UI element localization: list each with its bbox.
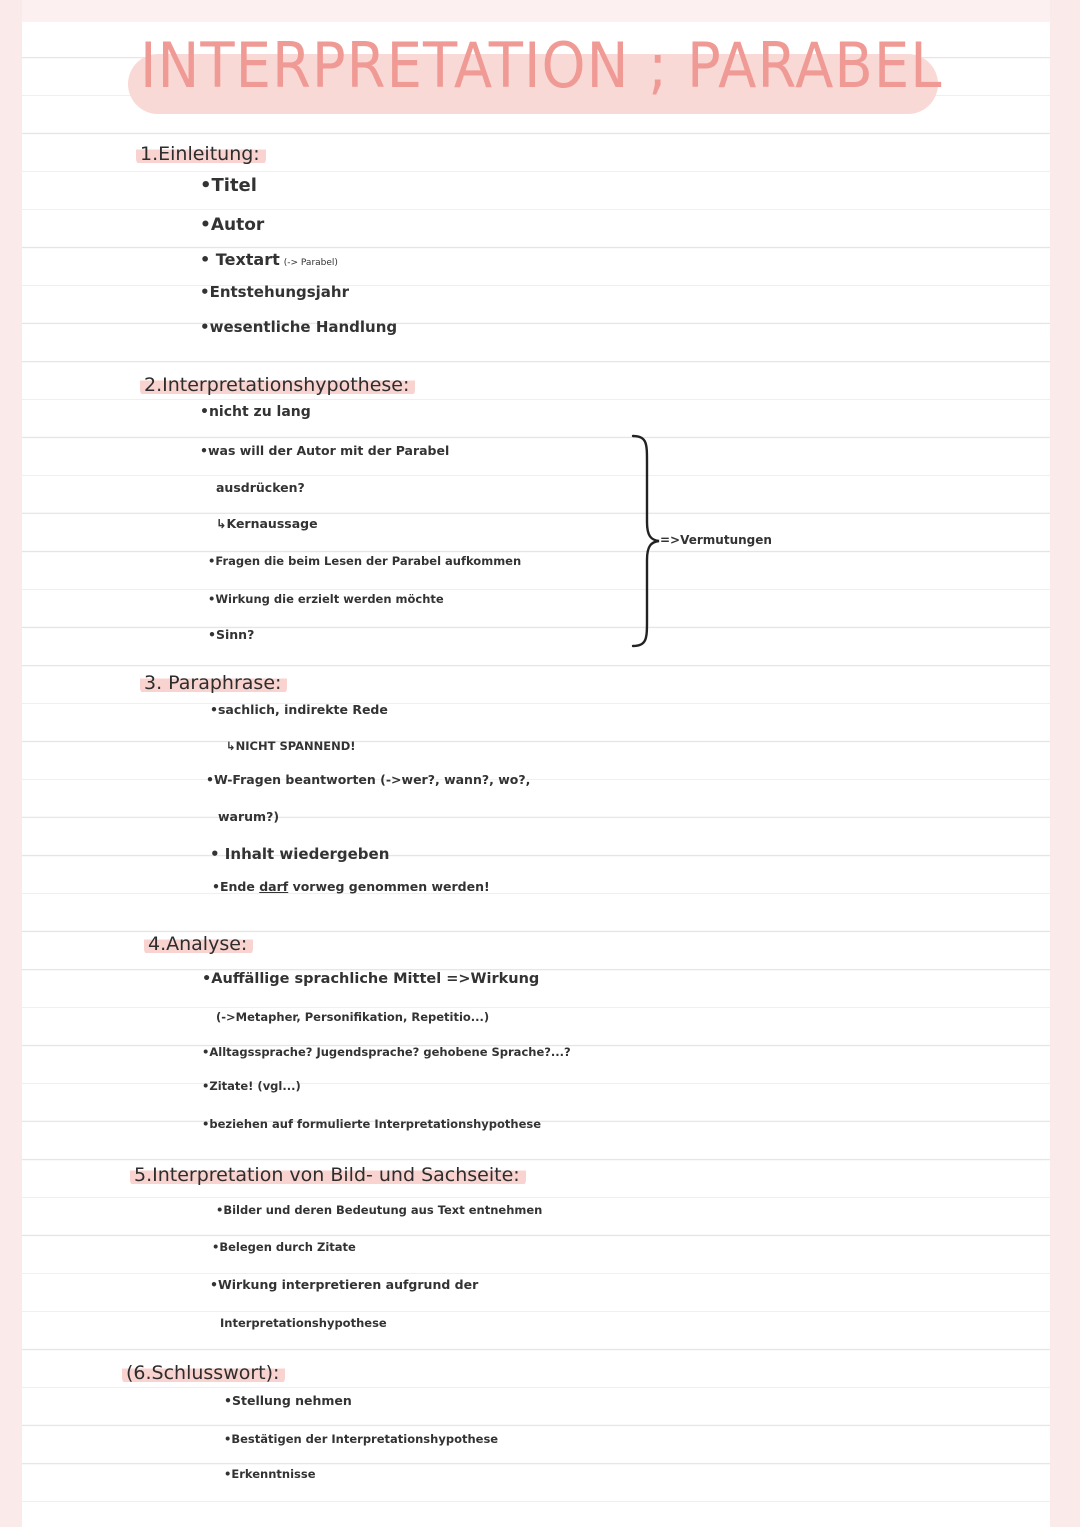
section-3-heading: 3. Paraphrase: — [140, 672, 287, 694]
s2-item-kernaussage: ↳Kernaussage — [216, 516, 318, 531]
s2-item-5: •Sinn? — [208, 627, 255, 642]
section-1-heading: 1.Einleitung: — [136, 143, 266, 165]
s1-item-titel: •Titel — [200, 175, 257, 196]
s5-item-3: •Wirkung interpretieren aufgrund der — [210, 1277, 479, 1292]
s4-item-2: •Alltagssprache? Jugendsprache? gehobene Sprache?...? — [202, 1045, 571, 1059]
s4-item-3: •Zitate! (vgl...) — [202, 1079, 301, 1093]
s1-item-textart: • Textart (-> Parabel) — [200, 250, 338, 269]
s3-item-2-cont: warum?) — [218, 809, 280, 824]
top-margin — [0, 0, 1080, 22]
left-margin — [0, 0, 22, 1527]
right-margin — [1050, 0, 1080, 1527]
s2-item-2-cont: ausdrücken? — [216, 480, 305, 495]
s4-item-1-note: (->Metapher, Personifikation, Repetitio...) — [216, 1010, 490, 1024]
s5-item-1: •Bilder und deren Bedeutung aus Text entnehmen — [216, 1203, 543, 1217]
s5-item-2: •Belegen durch Zitate — [212, 1240, 356, 1254]
s3-item-3: • Inhalt wiedergeben — [210, 845, 390, 863]
s5-item-3-cont: Interpretationshypothese — [220, 1316, 387, 1330]
s3-item-1: •sachlich, indirekte Rede — [210, 702, 388, 717]
s3-item-4: •Ende darf vorweg genommen werden! — [212, 879, 490, 894]
brace-label: =>Vermutungen — [660, 533, 772, 547]
page-title: INTERPRETATION ; PARABEL — [140, 30, 943, 103]
title-block — [128, 30, 943, 103]
s2-item-2: •was will der Autor mit der Parabel — [200, 443, 450, 458]
s6-item-1: •Stellung nehmen — [224, 1393, 352, 1408]
s4-item-1: •Auffällige sprachliche Mittel =>Wirkung — [202, 971, 540, 987]
s1-item-handlung: •wesentliche Handlung — [200, 318, 398, 336]
s3-item-nicht-spannend: ↳NICHT SPANNEND! — [226, 739, 356, 753]
underlined-word: darf — [259, 879, 289, 894]
s3-item-2: •W-Fragen beantworten (->wer?, wann?, wo?, — [206, 772, 531, 787]
curly-brace — [625, 432, 665, 650]
section-5-heading: 5.Interpretation von Bild- und Sachseite: — [130, 1164, 526, 1186]
section-2-heading: 2.Interpretationshypothese: — [140, 374, 415, 396]
section-4-heading: 4.Analyse: — [144, 933, 253, 955]
s2-item-3: •Fragen die beim Lesen der Parabel aufkommen — [208, 554, 522, 568]
s6-item-2: •Bestätigen der Interpretationshypothese — [224, 1432, 499, 1446]
s2-item-1: •nicht zu lang — [200, 404, 311, 420]
textart-note: (-> Parabel) — [283, 258, 338, 268]
section-6-heading: (6.Schlusswort): — [122, 1362, 285, 1384]
s1-item-autor: •Autor — [200, 215, 265, 235]
s1-item-entstehungsjahr: •Entstehungsjahr — [200, 283, 349, 301]
s2-item-4: •Wirkung die erzielt werden möchte — [208, 592, 444, 606]
s4-item-4: •beziehen auf formulierte Interpretationshypothese — [202, 1117, 542, 1131]
s6-item-3: •Erkenntnisse — [224, 1467, 316, 1481]
